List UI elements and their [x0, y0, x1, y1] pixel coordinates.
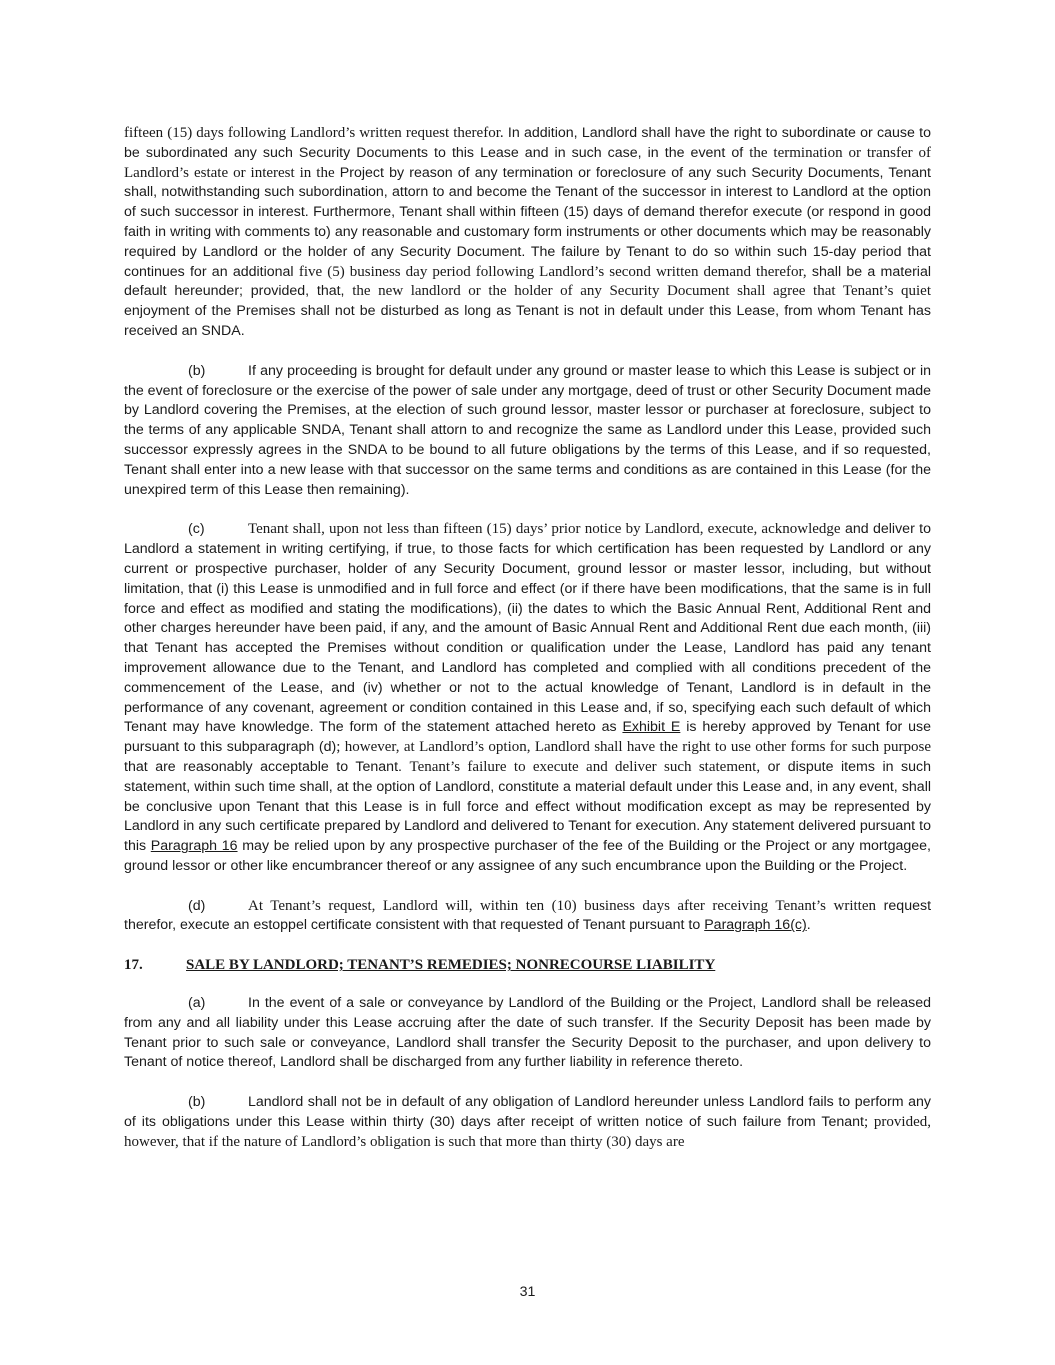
text-run: and deliver to Landlord a statement in writing certifying, if true, to those facts for which certification has been requested by Landlord or any current or prospective purchaser, holder of any Security Document, ground lessor or master lessor, including, but without limitation, that (i) this Lease is unmodified and in full force and effect (or if there have been modifications, that the same is in full force and effect as modified and stating the modifications), (ii) the dates to which the Basic Annual Rent, Additional Rent and other charges hereunder have been paid, if any, and the amount of Basic Annual Rent and Additional Rent due each month, (iii) that Tenant has accepted the Premises without condition or qualification under the Lease, Landlord has paid any tenant improvement allowance due to the Tenant, and Landlord has completed and complied with all conditions precedent of the commencement of the Lease, and (iv) whether or not to the actual knowledge of Tenant, Landlord is in default in the performance of any covenant, agreement or condition contained in this Lease and, if so, specifying each such default of which Tenant may have knowledge. The form of the statement attached hereto as — [124, 521, 932, 736]
text-run: is hereby approved by Tenant for use pursuant to this subparagraph (d) — [124, 719, 931, 756]
text-run: request therefor, execute an estoppel certificate consistent with that requested of Tenant pursuant to — [124, 897, 932, 934]
text-run: the termination or transfer of Landlord’s estate or interest in the — [124, 144, 931, 181]
text-run: If any proceeding is brought for default under any ground or master lease to which this Lease is subject or in the event of foreclosure or the exercise of the power of sale under any mortgage, deed of trust or other Security Document made by Landlord covering the Premises, at the election of such ground lessor, master lessor or purchaser at foreclosure, subject to the terms of any applicable SNDA, Tenant shall attorn to and recognize the same as Landlord under this Lease, provided such successor expressly agrees in the SNDA to be bound to all future obligations by the terms of this Lease, and if so requested, Tenant shall enter into a new lease with that successor on the same terms and conditions as are contained in this Lease (for the unexpired term of this Lease then remaining). — [124, 362, 931, 498]
text-run: At Tenant’s request, Landlord will, within ten (10) business days after receiving Tenant’s written — [248, 897, 876, 914]
text-run: In addition, Landlord shall have the right to subordinate or cause to be subordinated any such Security Documents to this Lease and in such case, in the event of — [124, 125, 931, 161]
paragraph-17b — [124, 1093, 931, 1152]
text-run: ; provided, however, that if the nature of Landlord’s obligation is such that more than thirty (30) days are — [124, 1114, 931, 1150]
page-number: 31 — [519, 1284, 536, 1300]
document-page — [124, 124, 931, 1173]
paragraph-17a — [124, 994, 931, 1073]
continuation-paragraph — [124, 124, 931, 342]
text-run: that are reasonably acceptable to Tenant. — [124, 758, 410, 775]
text-run: shall be a material default hereunder; provided, that, — [124, 263, 932, 300]
paragraph-label: (a) — [188, 995, 206, 1012]
text-run: . — [806, 917, 811, 934]
text-run: Tenant shall, upon not less than fifteen (15) days’ prior notice by Landlord, execute, acknowledge — [248, 521, 841, 538]
text-run: ; however, at Landlord’s option, Landlord shall have the right to use other forms for such purpose — [336, 739, 931, 756]
paragraph-16d — [124, 897, 931, 937]
paragraph-16b — [124, 362, 931, 501]
text-run: or dispute items in such statement, within such time shall, at the option of Landlord, constitute a material default under this Lease and, in any event, shall be conclusive upon Tenant that this Lease is in full force and effect without modification except as may be represented by Landlord in any such certificate prepared by Landlord and delivered to Tenant for execution. Any statement delivered pursuant to this — [124, 758, 931, 855]
paragraph-label: (d) — [188, 897, 206, 914]
text-run: may be relied upon by any prospective purchaser of the fee of the Building or the Project or any mortgagee, ground lessor or other like encumbrancer thereof or any assignee of any such encumbrance upon the Building or the Project. — [124, 838, 931, 874]
section-title: SALE BY LANDLORD; TENANT’S REMEDIES; NONRECOURSE LIABILITY — [186, 957, 716, 974]
text-run: enjoyment of the Premises shall not be disturbed as long as Tenant is not in default under this Lease, from whom Tenant has received an SNDA. — [124, 303, 931, 339]
text-run: Tenant’s failure to execute and deliver such statement, — [409, 758, 761, 775]
paragraph-label: (b) — [188, 362, 206, 379]
paragraph-16c — [124, 520, 931, 876]
paragraph-label: (c) — [188, 521, 205, 538]
section-number: 17. — [124, 957, 143, 974]
text-run: In the event of a sale or conveyance by Landlord of the Building or the Project, Landlord shall be released from any and all liability under this Lease accruing after the date of such transfer. If the Security Deposit has been made by Tenant prior to such sale or conveyance, Landlord shall transfer the Security Deposit to the purchaser, and upon delivery to Tenant of notice thereof, Landlord shall be discharged from any further liability in reference thereto. — [124, 995, 931, 1071]
paragraph-label: (b) — [188, 1094, 206, 1111]
paragraph-16-link[interactable]: Paragraph 16 — [150, 838, 238, 855]
exhibit-e-link[interactable]: Exhibit E — [622, 719, 681, 736]
section-17-heading — [124, 956, 931, 976]
text-run: five (5) business day period following Landlord’s second written demand therefor, — [298, 263, 807, 280]
paragraph-16c-link[interactable]: Paragraph 16(c) — [704, 917, 807, 934]
text-run: fifteen (15) days following Landlord’s written request therefor. — [124, 125, 504, 141]
text-run: Landlord shall not be in default of any obligation of Landlord hereunder unless Landlord fails to perform any of its obligations under this Lease within thirty (30) days after receipt of written notice of such failure from Tenant — [124, 1094, 931, 1131]
text-run: Project by reason of any termination or foreclosure of any such Security Documents, Tenant shall, notwithstanding such subordination, attorn to and become the Tenant of the successor in interest to Landlord at the option of such successor in interest. Furthermore, Tenant shall within fifteen (15) days of demand therefor execute (or respond in good faith in writing with comments to) any reasonable and customary form instruments or other documents which may be reasonably required by Landlord or the holder of any Security Document. The failure by Tenant to do so within such 15-day period that continues for an additional — [124, 164, 931, 280]
text-run: the new landlord or the holder of any Security Document shall agree that Tenant’s quiet — [352, 283, 931, 300]
